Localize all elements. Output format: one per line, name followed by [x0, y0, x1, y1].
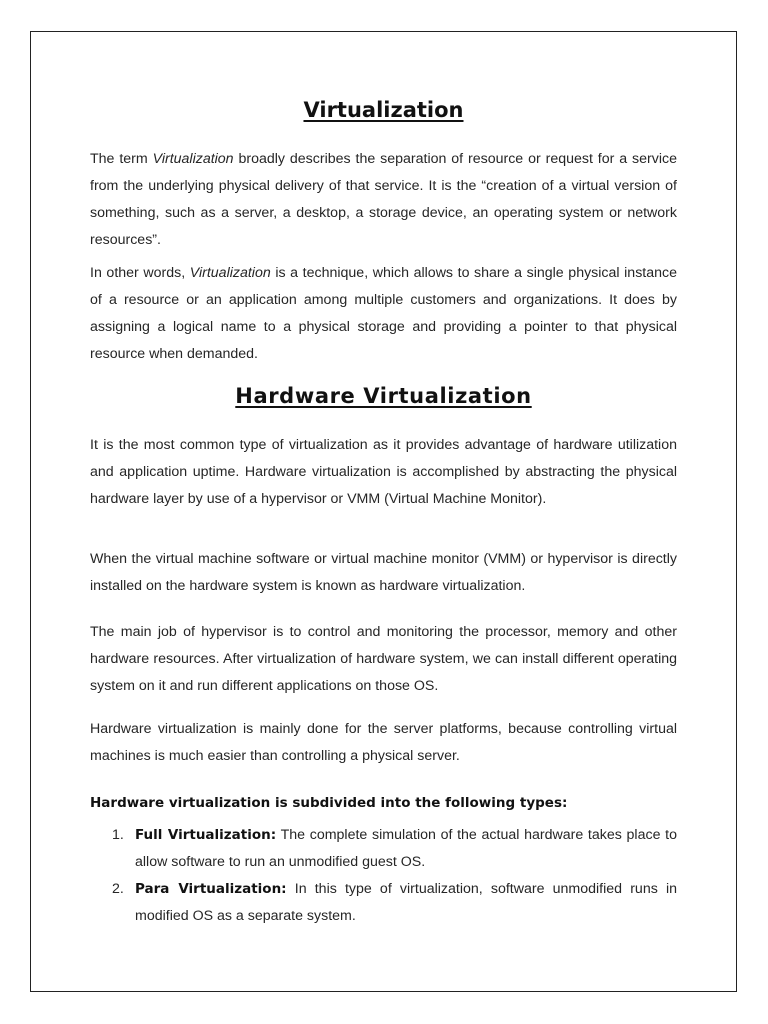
list-item-term: Full Virtualization:	[135, 827, 277, 843]
intro-term: Virtualization	[152, 151, 234, 167]
second-text-after: is a technique, which allows to share a single physical instance of a resource or an application among multiple customers and organizations. It does by assigning a logical name to a physical storage and providing a pointer to that physical resource when demanded.	[90, 265, 677, 362]
list-item-description: The complete simulation of the actual hardware takes place to allow software to run an unmodified guest OS.	[135, 827, 677, 870]
second-paragraph	[90, 260, 677, 368]
intro-text-before: The term	[90, 151, 153, 167]
second-term: Virtualization	[189, 265, 271, 281]
intro-text-after: broadly describes the separation of resource or request for a service from the underlying physical delivery of that service. It is the “creation of a virtual version of something, such as a server, a desktop, a storage device, an operating system or network resources”.	[90, 151, 677, 248]
types-heading: Hardware virtualization is subdivided into the following types:	[90, 795, 568, 811]
list-item	[90, 822, 677, 876]
types-list	[90, 822, 677, 930]
list-item-description: In this type of virtualization, software unmodified runs in modified OS as a separate system.	[135, 881, 678, 924]
list-item-term: Para Virtualization:	[135, 881, 287, 897]
list-item-number: 2.	[112, 881, 124, 897]
list-item	[90, 876, 677, 930]
list-item-number: 1.	[112, 827, 124, 843]
body-paragraph-4: Hardware virtualization is mainly done for the server platforms, because controlling virtual machines is much easier than controlling a physical server.	[90, 721, 677, 764]
second-text-before: In other words,	[90, 265, 190, 281]
body-paragraph-1: It is the most common type of virtualization as it provides advantage of hardware utilization and application uptime. Hardware virtualization is accomplished by abstracting the physical hardware layer by use of a hypervisor or VMM (Virtual Machine Monitor).	[90, 437, 677, 507]
page-title: Virtualization	[303, 98, 464, 122]
section-title: Hardware Virtualization	[235, 384, 532, 408]
body-paragraph-3: The main job of hypervisor is to control and monitoring the processor, memory and other hardware resources. After virtualization of hardware system, we can install different operating system on it and run different applications on those OS.	[90, 624, 677, 694]
body-paragraph-2: When the virtual machine software or virtual machine monitor (VMM) or hypervisor is directly installed on the hardware system is known as hardware virtualization.	[90, 551, 677, 594]
intro-paragraph	[90, 146, 677, 254]
